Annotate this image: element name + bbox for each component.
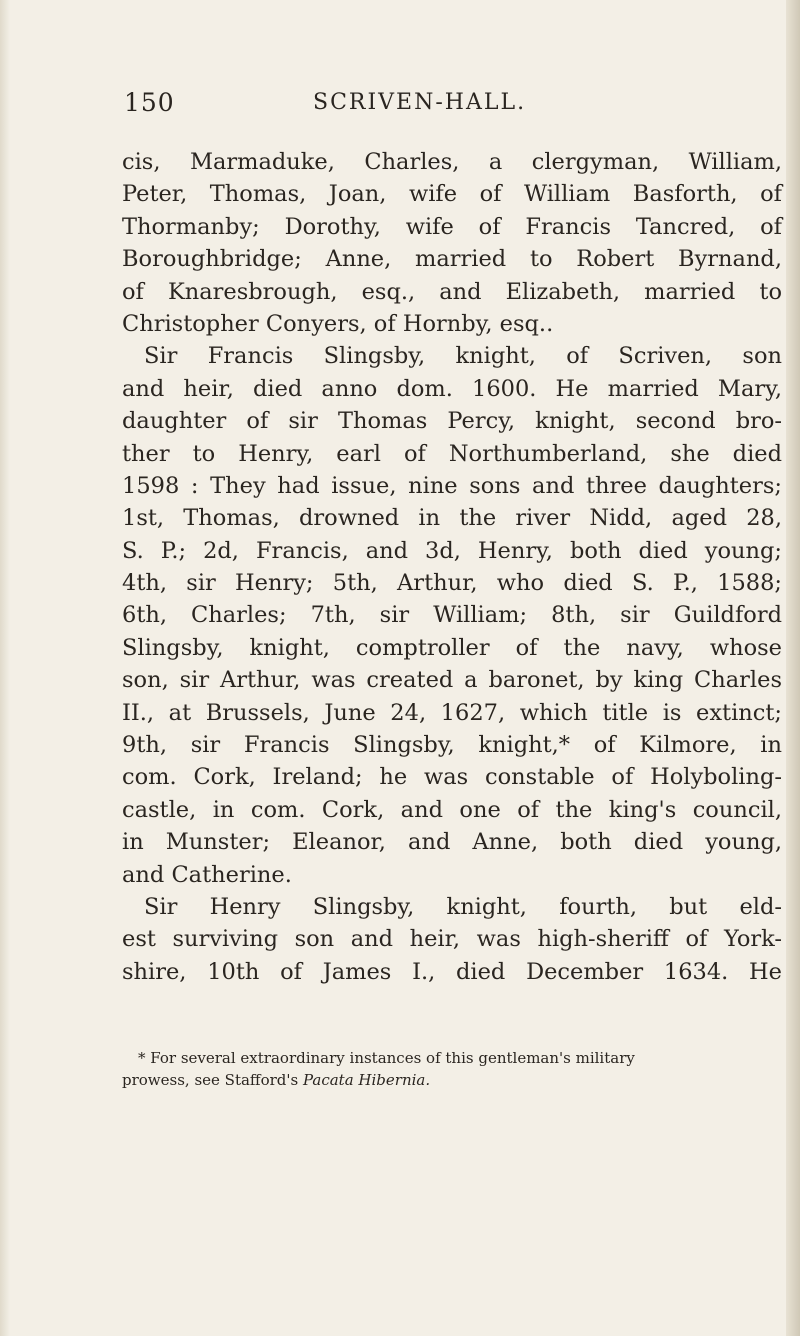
page-edge xyxy=(786,0,800,1336)
body-text xyxy=(122,146,782,988)
text-line: 4th, sir Henry; 5th, Arthur, who died S. P., 1588; xyxy=(122,570,782,597)
footnote-line xyxy=(122,1069,762,1091)
text-line: Thormanby; Dorothy, wife of Francis Tancred, of xyxy=(122,213,782,240)
text-line: shire, 10th of James I., died December 1634. He xyxy=(122,958,782,985)
text-line: son, sir Arthur, was created a baronet, by king Charles xyxy=(122,667,782,694)
text-line: in Munster; Eleanor, and Anne, both died young, xyxy=(122,829,782,856)
page-header xyxy=(120,88,760,128)
text-line: Peter, Thomas, Joan, wife of William Basforth, of xyxy=(122,181,782,208)
footnote-text: prowess, see Stafford's xyxy=(122,1071,303,1089)
text-line: est surviving son and heir, was high-sheriff of York- xyxy=(122,926,782,953)
footnote-line: * For several extraordinary instances of this gentleman's military xyxy=(138,1049,635,1067)
text-line: 9th, sir Francis Slingsby, knight,* of Kilmore, in xyxy=(122,732,782,759)
text-line: II., at Brussels, June 24, 1627, which title is extinct; xyxy=(122,699,782,726)
page-number: 150 xyxy=(124,88,175,117)
running-head: SCRIVEN-HALL. xyxy=(313,90,527,115)
text-line: S. P.; 2d, Francis, and 3d, Henry, both died young; xyxy=(122,537,782,564)
text-line: and heir, died anno dom. 1600. He married Mary, xyxy=(122,375,782,402)
text-line: and Catherine. xyxy=(122,861,292,888)
text-line: com. Cork, Ireland; he was constable of Holyboling- xyxy=(122,764,782,791)
text-line: Sir Henry Slingsby, knight, fourth, but eld- xyxy=(144,893,782,920)
text-line: 1598 : They had issue, nine sons and three daughters; xyxy=(122,472,782,499)
text-line: of Knaresbrough, esq., and Elizabeth, married to xyxy=(122,278,782,305)
text-line: Slingsby, knight, comptroller of the navy, whose xyxy=(122,634,782,661)
footnote xyxy=(122,1047,762,1091)
text-line: castle, in com. Cork, and one of the king's council, xyxy=(122,796,782,823)
text-line: Sir Francis Slingsby, knight, of Scriven, son xyxy=(144,343,782,370)
text-line: daughter of sir Thomas Percy, knight, second bro- xyxy=(122,408,782,435)
page-left-shade xyxy=(0,0,10,1336)
footnote-citation: Pacata Hibernia. xyxy=(302,1071,431,1089)
text-line: ther to Henry, earl of Northumberland, she died xyxy=(122,440,782,467)
text-line: Boroughbridge; Anne, married to Robert Byrnand, xyxy=(122,246,782,273)
text-line: Christopher Conyers, of Hornby, esq.. xyxy=(122,310,554,337)
text-line: cis, Marmaduke, Charles, a clergyman, William, xyxy=(122,149,782,175)
text-line: 1st, Thomas, drowned in the river Nidd, aged 28, xyxy=(122,505,782,532)
text-line: 6th, Charles; 7th, sir William; 8th, sir Guildford xyxy=(122,602,782,629)
